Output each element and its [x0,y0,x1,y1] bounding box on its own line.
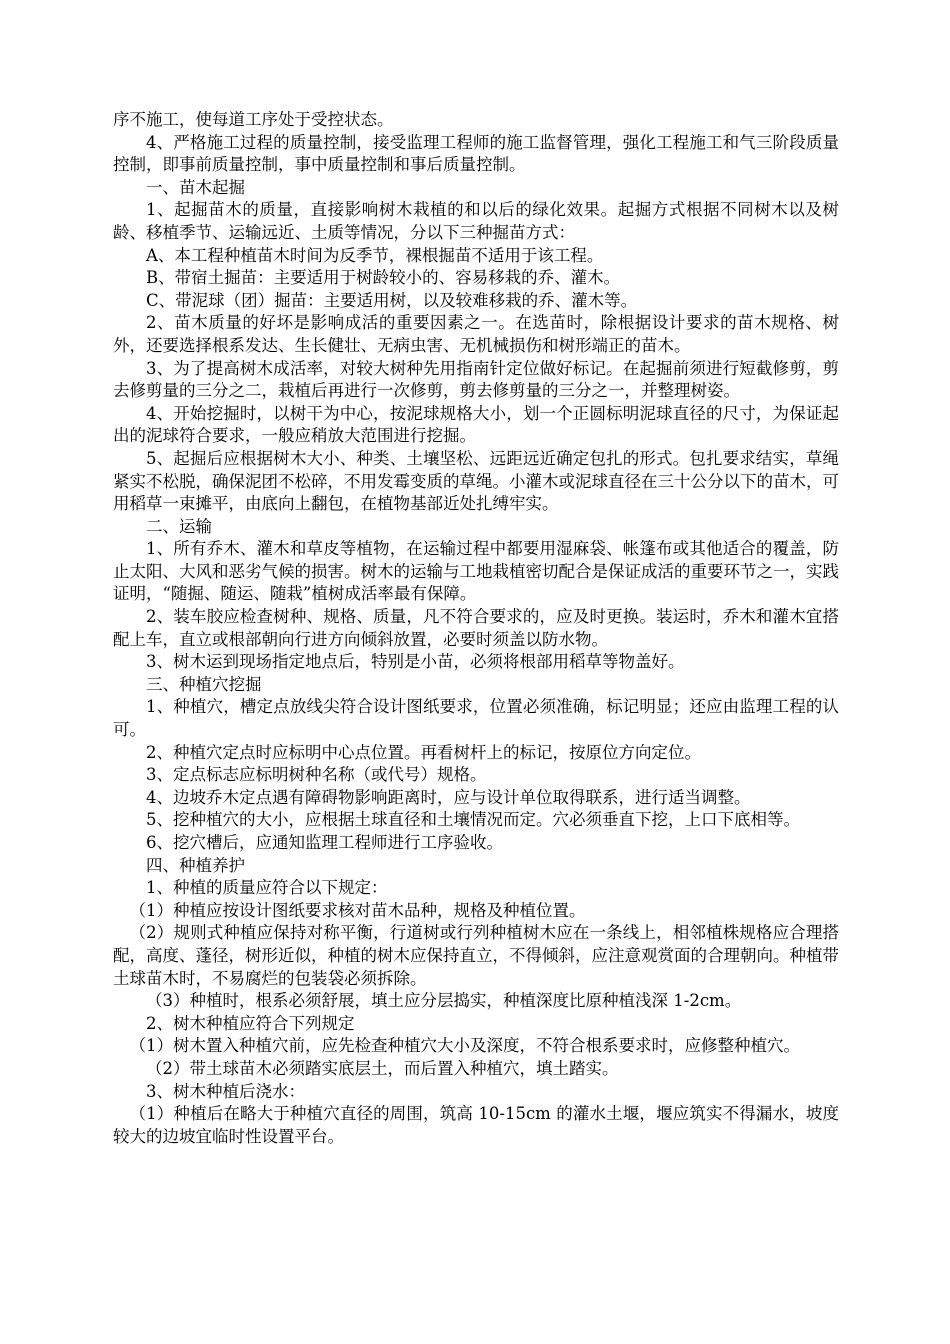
paragraph: 5、挖种植穴的大小，应根据土球直径和土壤情况而定。穴必须垂直下挖，上口下底相等。 [146,810,800,830]
paragraph: （2）带土球苗木必须踏实底层土，而后置入种植穴，填土踏实。 [146,1058,619,1078]
paragraph: 3、定点标志应标明树种名称（或代号）规格。 [146,765,487,785]
section-heading-planting-maintenance: 四、种植养护 [146,855,245,875]
paragraph: 1、起掘苗木的质量，直接影响树木栽植的和以后的绿化效果。起掘方式根据不同树木以及树龄、移植季节、运输远近、土质等情况，分以下三种掘苗方式： [113,200,839,242]
paragraph: 3、树木种植后浇水： [146,1081,305,1101]
paragraph-continuation: 序不施工，使每道工序处于受控状态。 [113,110,394,129]
section-heading-transport: 二、运输 [146,516,212,536]
paragraph: （3）种植时，根系必须舒展，填土应分层捣实，种植深度比原种植浅深 1-2cm。 [146,991,742,1011]
paragraph: 4、开始挖掘时，以树干为中心，按泥球规格大小，划一个正圆标明泥球直径的尺寸，为保证起出的泥球符合要求，一般应稍放大范围进行挖掘。 [113,403,839,446]
paragraph: （1）种植应按设计图纸要求核对苗木品种，规格及种植位置。 [129,900,586,920]
paragraph: 2、树木种植应符合下列规定 [146,1013,355,1033]
section-heading-seedling-digging: 一、苗木起掘 [146,177,245,197]
paragraph: C、带泥球（团）掘苗：主要适用树，以及较难移栽的乔、灌木等。 [146,290,638,310]
section-heading-planting-hole: 三、种植穴挖掘 [146,674,262,694]
paragraph: 2、苗木质量的好坏是影响成活的重要因素之一。在选苗时，除根据设计要求的苗木规格、树外，还要选择根系发达、生长健壮、无病虫害、无机械损伤和树形端正的苗木。 [113,313,839,355]
paragraph: 1、种植的质量应符合以下规定： [146,878,388,898]
paragraph: 2、种植穴定点时应标明中心点位置。再看树杆上的标记，按原位方向定位。 [146,742,701,762]
paragraph-quality-control: 4、严格施工过程的质量控制，接受监理工程师的施工监督管理，强化工程施工和气三阶段质量控制，即事前质量控制，事中质量控制和事后质量控制。 [113,132,839,175]
paragraph: 2、装车胶应检查树种、规格、质量，凡不符合要求的，应及时更换。装运时，乔木和灌木宜搭配上车，直立或根部朝向行进方向倾斜放置，必要时须盖以防水物。 [113,607,839,649]
paragraph: （2）规则式种植应保持对称平衡，行道树或行列种植树木应在一条线上，相邻植株规格应合理搭配，高度、蓬径，树形近似，种植的树木应保持直立，不得倾斜，应注意观赏面的合理朝向。种植带土球苗木时，不易腐烂的包装袋必须拆除。 [113,923,839,988]
paragraph: （1）种植后在略大于种植穴直径的周围，筑高 10-15cm 的灌水土堰，堰应筑实不得漏水，坡度较大的边坡宜临时性设置平台。 [113,1104,839,1146]
paragraph: 5、起掘后应根据树木大小、种类、土壤坚松、远距远近确定包扎的形式。包扎要求结实，草绳紧实不松脱，确保泥团不松碎，不用发霉变质的草绳。小灌木或泥球直径在三十公分以下的苗木，可用稻草一束摊平，由底向上翻包，在植物基部近处扎缚牢实。 [113,448,839,514]
paragraph: 3、为了提高树木成活率，对较大树种先用指南针定位做好标记。在起掘前须进行短截修剪，剪去修剪量的三分之二，栽植后再进行一次修剪，剪去修剪量的三分之一，并整理树姿。 [113,358,839,401]
document-page [113,109,839,1148]
paragraph: （1）树木置入种植穴前，应先检查种植穴大小及深度，不符合根系要求时，应修整种植穴。 [129,1036,800,1056]
paragraph: 1、种植穴，槽定点放线尖符合设计图纸要求，位置必须准确，标记明显；还应由监理工程的认可。 [113,697,839,740]
paragraph: A、本工程种植苗木时间为反季节，裸根掘苗不适用于该工程。 [146,245,604,265]
paragraph: 3、树木运到现场指定地点后，特别是小苗，必须将根部用稻草等物盖好。 [146,652,685,672]
paragraph: B、带宿土掘苗：主要适用于树龄较小的、容易移栽的乔、灌木。 [146,268,621,288]
paragraph: 6、挖穴槽后，应通知监理工程师进行工序验收。 [146,833,503,852]
paragraph: 1、所有乔木、灌木和草皮等植物，在运输过程中都要用湿麻袋、帐篷布或其他适合的覆盖，防止太阳、大风和恶劣气候的损害。树木的运输与工地栽植密切配合是保证成活的重要环节之一，实践证明，“随掘、随运、随栽”植树成活率最有保障。 [113,539,839,604]
paragraph: 4、边坡乔木定点遇有障碍物影响距离时，应与设计单位取得联系，进行适当调整。 [146,787,751,807]
